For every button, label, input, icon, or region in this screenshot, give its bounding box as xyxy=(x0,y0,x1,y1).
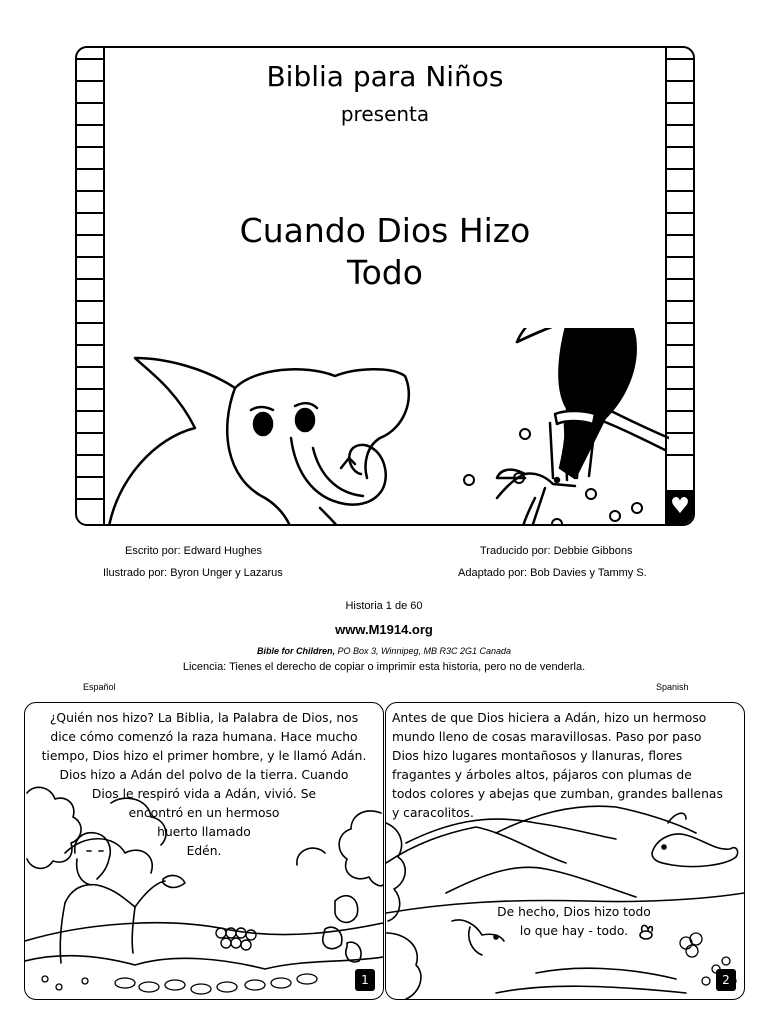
elephant-illustration xyxy=(109,358,409,526)
film-rung xyxy=(77,410,103,412)
panel-1-text xyxy=(33,709,375,861)
film-rung xyxy=(667,300,693,302)
story-title-line-2: Todo xyxy=(347,253,423,292)
film-rung xyxy=(667,190,693,192)
film-rung xyxy=(77,344,103,346)
panel-2-line: y caracolitos. xyxy=(392,806,474,820)
panel-1-line: tiempo, Dios hizo el primer hombre, y le llamó Adán. xyxy=(41,749,367,763)
panel-1-line: dice cómo comenzó la raza humana. Hace mucho xyxy=(50,730,358,744)
film-rung xyxy=(77,454,103,456)
panel-1-line: encontró en un hermoso xyxy=(128,806,280,820)
panel-2-line: fragantes y árboles altos, pájaros con plumas de xyxy=(392,768,692,782)
panel-2-line: todos colores y abejas que zumban, grandes ballenas xyxy=(392,787,723,801)
cover-illustration xyxy=(105,328,669,526)
publisher-address xyxy=(0,646,768,656)
adapted-by: Adaptado por: Bob Davies y Tammy S. xyxy=(458,567,647,579)
film-rung xyxy=(77,388,103,390)
film-rung xyxy=(77,168,103,170)
heart-icon: ♥ xyxy=(667,490,693,524)
film-rung xyxy=(667,146,693,148)
film-rung xyxy=(77,432,103,434)
panel-1-line: Dios hizo a Adán del polvo de la tierra. Cuando xyxy=(59,768,349,782)
language-right: Spanish xyxy=(656,682,689,692)
panel-2-number: 2 xyxy=(716,969,736,991)
film-rung xyxy=(77,366,103,368)
film-rung xyxy=(77,190,103,192)
presents-label: presenta xyxy=(340,102,430,126)
panel-2-caption xyxy=(494,903,654,941)
story-title xyxy=(77,210,693,294)
panel-2-text xyxy=(392,709,736,823)
panel-1-line: Edén. xyxy=(186,844,222,858)
story-title-line-1: Cuando Dios Hizo xyxy=(239,211,531,250)
film-rung xyxy=(667,410,693,412)
film-rung xyxy=(667,388,693,390)
film-rung xyxy=(667,344,693,346)
panel-2-caption-line-1: De hecho, Dios hizo todo xyxy=(497,905,651,919)
film-rung xyxy=(77,300,103,302)
publisher-name: Bible for Children, xyxy=(256,646,335,656)
license-notice: Licencia: Tienes el derecho de copiar o imprimir esta historia, pero no de venderla. xyxy=(182,661,586,673)
panel-2-line: Dios hizo lugares montañosos y llanuras, flores xyxy=(392,749,683,763)
panel-2-caption-line-2: lo que hay - todo. xyxy=(519,924,629,938)
language-left: Español xyxy=(83,682,116,692)
cover-frame xyxy=(75,46,695,526)
film-rung xyxy=(77,498,103,500)
panel-2-line: Antes de que Dios hiciera a Adán, hizo un hermoso xyxy=(392,711,707,725)
website-link[interactable]: www.M1914.org xyxy=(335,622,433,637)
panel-1-line: Dios le respiró vida a Adán, vivió. Se xyxy=(91,787,317,801)
story-number: Historia 1 de 60 xyxy=(345,600,423,612)
panel-2-line: mundo lleno de cosas maravillosas. Paso por paso xyxy=(392,730,702,744)
story-panel-1 xyxy=(24,702,384,1000)
film-rung xyxy=(77,322,103,324)
hummingbird-illustration xyxy=(497,470,575,526)
film-rung xyxy=(77,146,103,148)
film-rung xyxy=(667,322,693,324)
written-by: Escrito por: Edward Hughes xyxy=(125,545,262,557)
panel-1-number: 1 xyxy=(355,969,375,991)
publisher-address-text: PO Box 3, Winnipeg, MB R3C 2G1 Canada xyxy=(337,646,512,656)
film-rung xyxy=(667,168,693,170)
series-title: Biblia para Niños xyxy=(266,60,504,93)
film-rung xyxy=(667,432,693,434)
film-rung xyxy=(667,366,693,368)
illustrated-by: Ilustrado por: Byron Unger y Lazarus xyxy=(103,567,283,579)
toucan-illustration xyxy=(517,328,669,480)
film-rung xyxy=(77,476,103,478)
story-panel-2 xyxy=(385,702,745,1000)
panel-1-line: huerto llamado xyxy=(157,825,251,839)
film-rung xyxy=(667,454,693,456)
translated-by: Traducido por: Debbie Gibbons xyxy=(480,545,633,557)
panel-1-line: ¿Quién nos hizo? La Biblia, la Palabra de Dios, nos xyxy=(49,711,359,725)
